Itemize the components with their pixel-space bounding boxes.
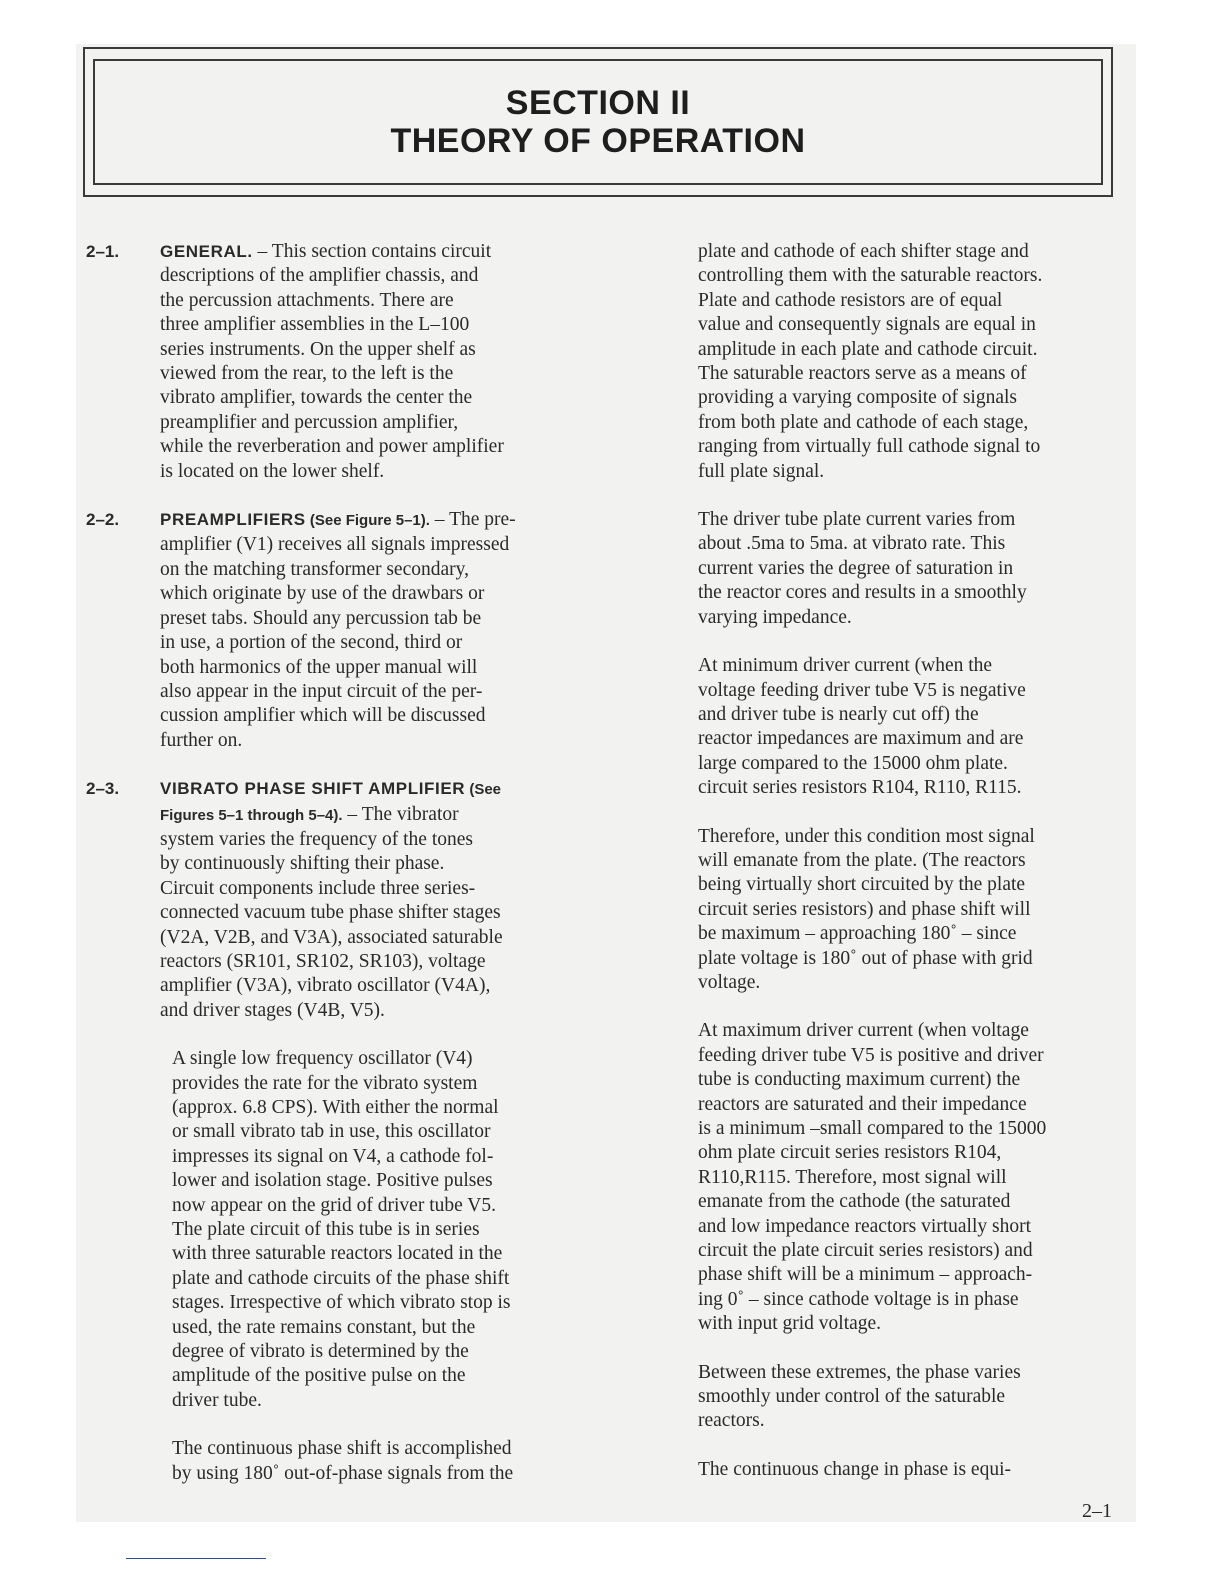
text-line: voltage feeding driver tube V5 is negative [698,679,1026,701]
paragraph-oscillator [172,1047,606,1413]
paragraph-continuous-change [698,1458,1132,1482]
text-line: At minimum driver current (when the [698,655,993,677]
text-line: ranging from virtually full cathode signal to [698,436,1041,458]
section-heading: VIBRATO PHASE SHIFT AMPLIFIER [160,779,466,799]
text-line: Therefore, under this condition most signal [698,825,1035,847]
section-body [160,508,606,753]
text-line: At maximum driver current (when voltage [698,1020,1029,1042]
text-line: by continuously shifting their phase. [160,853,445,875]
text-line: be maximum – approaching 180˚ – since [698,923,1017,945]
text-line: degree of vibrato is determined by the [172,1341,469,1363]
text-line: preset tabs. Should any percussion tab be [160,607,482,629]
text-line: in use, a portion of the second, third or [160,632,463,654]
text-line: three amplifier assemblies in the L–100 [160,314,470,336]
text-line: circuit series resistors) and phase shift will [698,898,1031,920]
text-line: with three saturable reactors located in the [172,1243,503,1265]
text-line: – The pre- [429,509,516,531]
text-line: reactors are saturated and their impedance [698,1093,1027,1115]
text-line: R110,R115. Therefore, most signal will [698,1166,1007,1188]
text-line: full plate signal. [698,460,825,482]
text-line: provides the rate for the vibrato system [172,1072,478,1094]
text-line: impresses its signal on V4, a cathode fol- [172,1145,494,1167]
text-line: descriptions of the amplifier chassis, and [160,265,479,287]
text-line: or small vibrato tab in use, this oscillator [172,1121,491,1143]
text-line: reactor impedances are maximum and are [698,728,1024,750]
section-body [160,777,606,1023]
text-line: the percussion attachments. There are [160,289,454,311]
paragraph-minimum-current [698,654,1132,800]
text-line: both harmonics of the upper manual will [160,656,478,678]
text-line: The saturable reactors serve as a means of [698,363,1027,385]
figure-reference-cont: Figures 5–1 through 5–4). [160,806,343,824]
text-line: amplitude in each plate and cathode circuit. [698,338,1038,360]
text-line: being virtually short circuited by the plate [698,874,1026,896]
text-line: Circuit components include three series- [160,877,476,899]
text-line: The continuous change in phase is equi- [698,1458,1011,1480]
text-line: current varies the degree of saturation in [698,557,1014,579]
text-line: emanate from the cathode (the saturated [698,1191,1011,1213]
text-line: The plate circuit of this tube is in series [172,1219,480,1241]
section-number: 2–1. [86,242,120,261]
page-number: 2–1 [1082,1500,1112,1522]
text-line: which originate by use of the drawbars or [160,583,485,605]
text-line: vibrato amplifier, towards the center the [160,387,473,409]
text-line: cussion amplifier which will be discussed [160,705,486,727]
text-line: driver tube. [172,1389,262,1411]
text-line: phase shift will be a minimum – approach- [698,1264,1033,1286]
text-line: amplifier (V3A), vibrato oscillator (V4A), [160,975,491,997]
text-line: series instruments. On the upper shelf as [160,338,476,360]
figure-reference: (See Figure 5–1). [305,512,430,530]
section-number: 2–2. [86,510,120,530]
text-line: ing 0˚ – since cathode voltage is in phase [698,1288,1019,1310]
section-heading: PREAMPLIFIERS [160,510,306,530]
text-line: controlling them with the saturable reactors. [698,265,1043,287]
footer-rule [126,1558,266,1559]
paragraph-phase-shift [172,1437,606,1486]
paragraph-plate-cathode [698,240,1132,484]
text-line: value and consequently signals are equal in [698,314,1036,336]
text-line: amplifier (V1) receives all signals impressed [160,534,510,556]
text-line: and driver tube is nearly cut off) the [698,703,979,725]
text-line: (approx. 6.8 CPS). With either the normal [172,1097,499,1118]
section-title: SECTION II [505,84,691,122]
text-line: and driver stages (V4B, V5). [160,999,385,1021]
text-line: with input grid voltage. [698,1313,882,1335]
text-line: connected vacuum tube phase shifter stages [160,902,501,924]
text-line: circuit the plate circuit series resistors) and [698,1240,1033,1262]
text-line: will emanate from the plate. (The reactors [698,849,1026,871]
text-line: by using 180˚ out-of-phase signals from the [172,1462,514,1484]
text-line: feeding driver tube V5 is positive and driver [698,1044,1044,1066]
paragraph-driver-current [698,508,1132,630]
text-line: The continuous phase shift is accomplished [172,1438,512,1460]
section-2-2 [86,508,606,753]
text-line: voltage. [698,971,761,993]
text-line: circuit series resistors R104, R110, R115. [698,777,1022,799]
paragraph-extremes [698,1361,1132,1434]
text-line: providing a varying composite of signals [698,387,1017,409]
paragraph-therefore [698,825,1132,996]
text-line: plate and cathode circuits of the phase shift [172,1267,510,1289]
text-line: from both plate and cathode of each stage, [698,411,1029,433]
text-line: Between these extremes, the phase varies [698,1361,1021,1383]
section-header-inner-frame [93,59,1103,185]
text-line: Plate and cathode resistors are of equal [698,289,1003,311]
text-line: used, the rate remains constant, but the [172,1316,476,1338]
text-line: stages. Irrespective of which vibrato stop is [172,1292,511,1314]
text-line: A single low frequency oscillator (V4) [172,1048,473,1070]
text-line: is located on the lower shelf. [160,460,385,482]
text-line: on the matching transformer secondary, [160,558,470,580]
text-line: – This section contains circuit [252,241,492,262]
section-2-1 [86,240,606,484]
text-line: the reactor cores and results in a smoothly [698,582,1027,604]
text-line: while the reverberation and power amplifier [160,436,504,458]
right-column [698,240,1132,1506]
left-column [86,240,606,1510]
section-subtitle: THEORY OF OPERATION [390,122,806,160]
text-line: system varies the frequency of the tones [160,828,473,850]
text-line: The driver tube plate current varies from [698,509,1016,531]
text-line: plate voltage is 180˚ out of phase with grid [698,947,1033,969]
section-heading: GENERAL. [160,242,253,261]
text-line: reactors (SR101, SR102, SR103), voltage [160,950,486,972]
section-header-frame [83,47,1113,197]
section-body [160,240,606,484]
text-line: is a minimum –small compared to the 15000 [698,1118,1047,1139]
figure-reference: (See [465,781,502,799]
text-line: and low impedance reactors virtually short [698,1215,1032,1237]
text-line: large compared to the 15000 ohm plate. [698,752,1008,774]
text-line: preamplifier and percussion amplifier, [160,411,459,433]
text-line: about .5ma to 5ma. at vibrato rate. This [698,533,1006,555]
text-line: – The vibrator [342,803,459,825]
text-line: smoothly under control of the saturable [698,1386,1006,1408]
text-line: varying impedance. [698,606,852,628]
text-line: plate and cathode of each shifter stage and [698,241,1029,262]
text-line: also appear in the input circuit of the per- [160,680,483,702]
text-line: reactors. [698,1410,765,1432]
text-line: tube is conducting maximum current) the [698,1069,1021,1091]
text-line: further on. [160,729,243,751]
paragraph-maximum-current [698,1019,1132,1336]
section-number: 2–3. [86,779,120,799]
text-line: viewed from the rear, to the left is the [160,363,454,385]
text-line: now appear on the grid of driver tube V5. [172,1194,497,1216]
text-line: lower and isolation stage. Positive pulses [172,1170,493,1192]
text-line: ohm plate circuit series resistors R104, [698,1142,1002,1164]
section-2-3 [86,777,606,1023]
text-line: amplitude of the positive pulse on the [172,1365,466,1387]
text-line: (V2A, V2B, and V3A), associated saturable [160,926,503,948]
